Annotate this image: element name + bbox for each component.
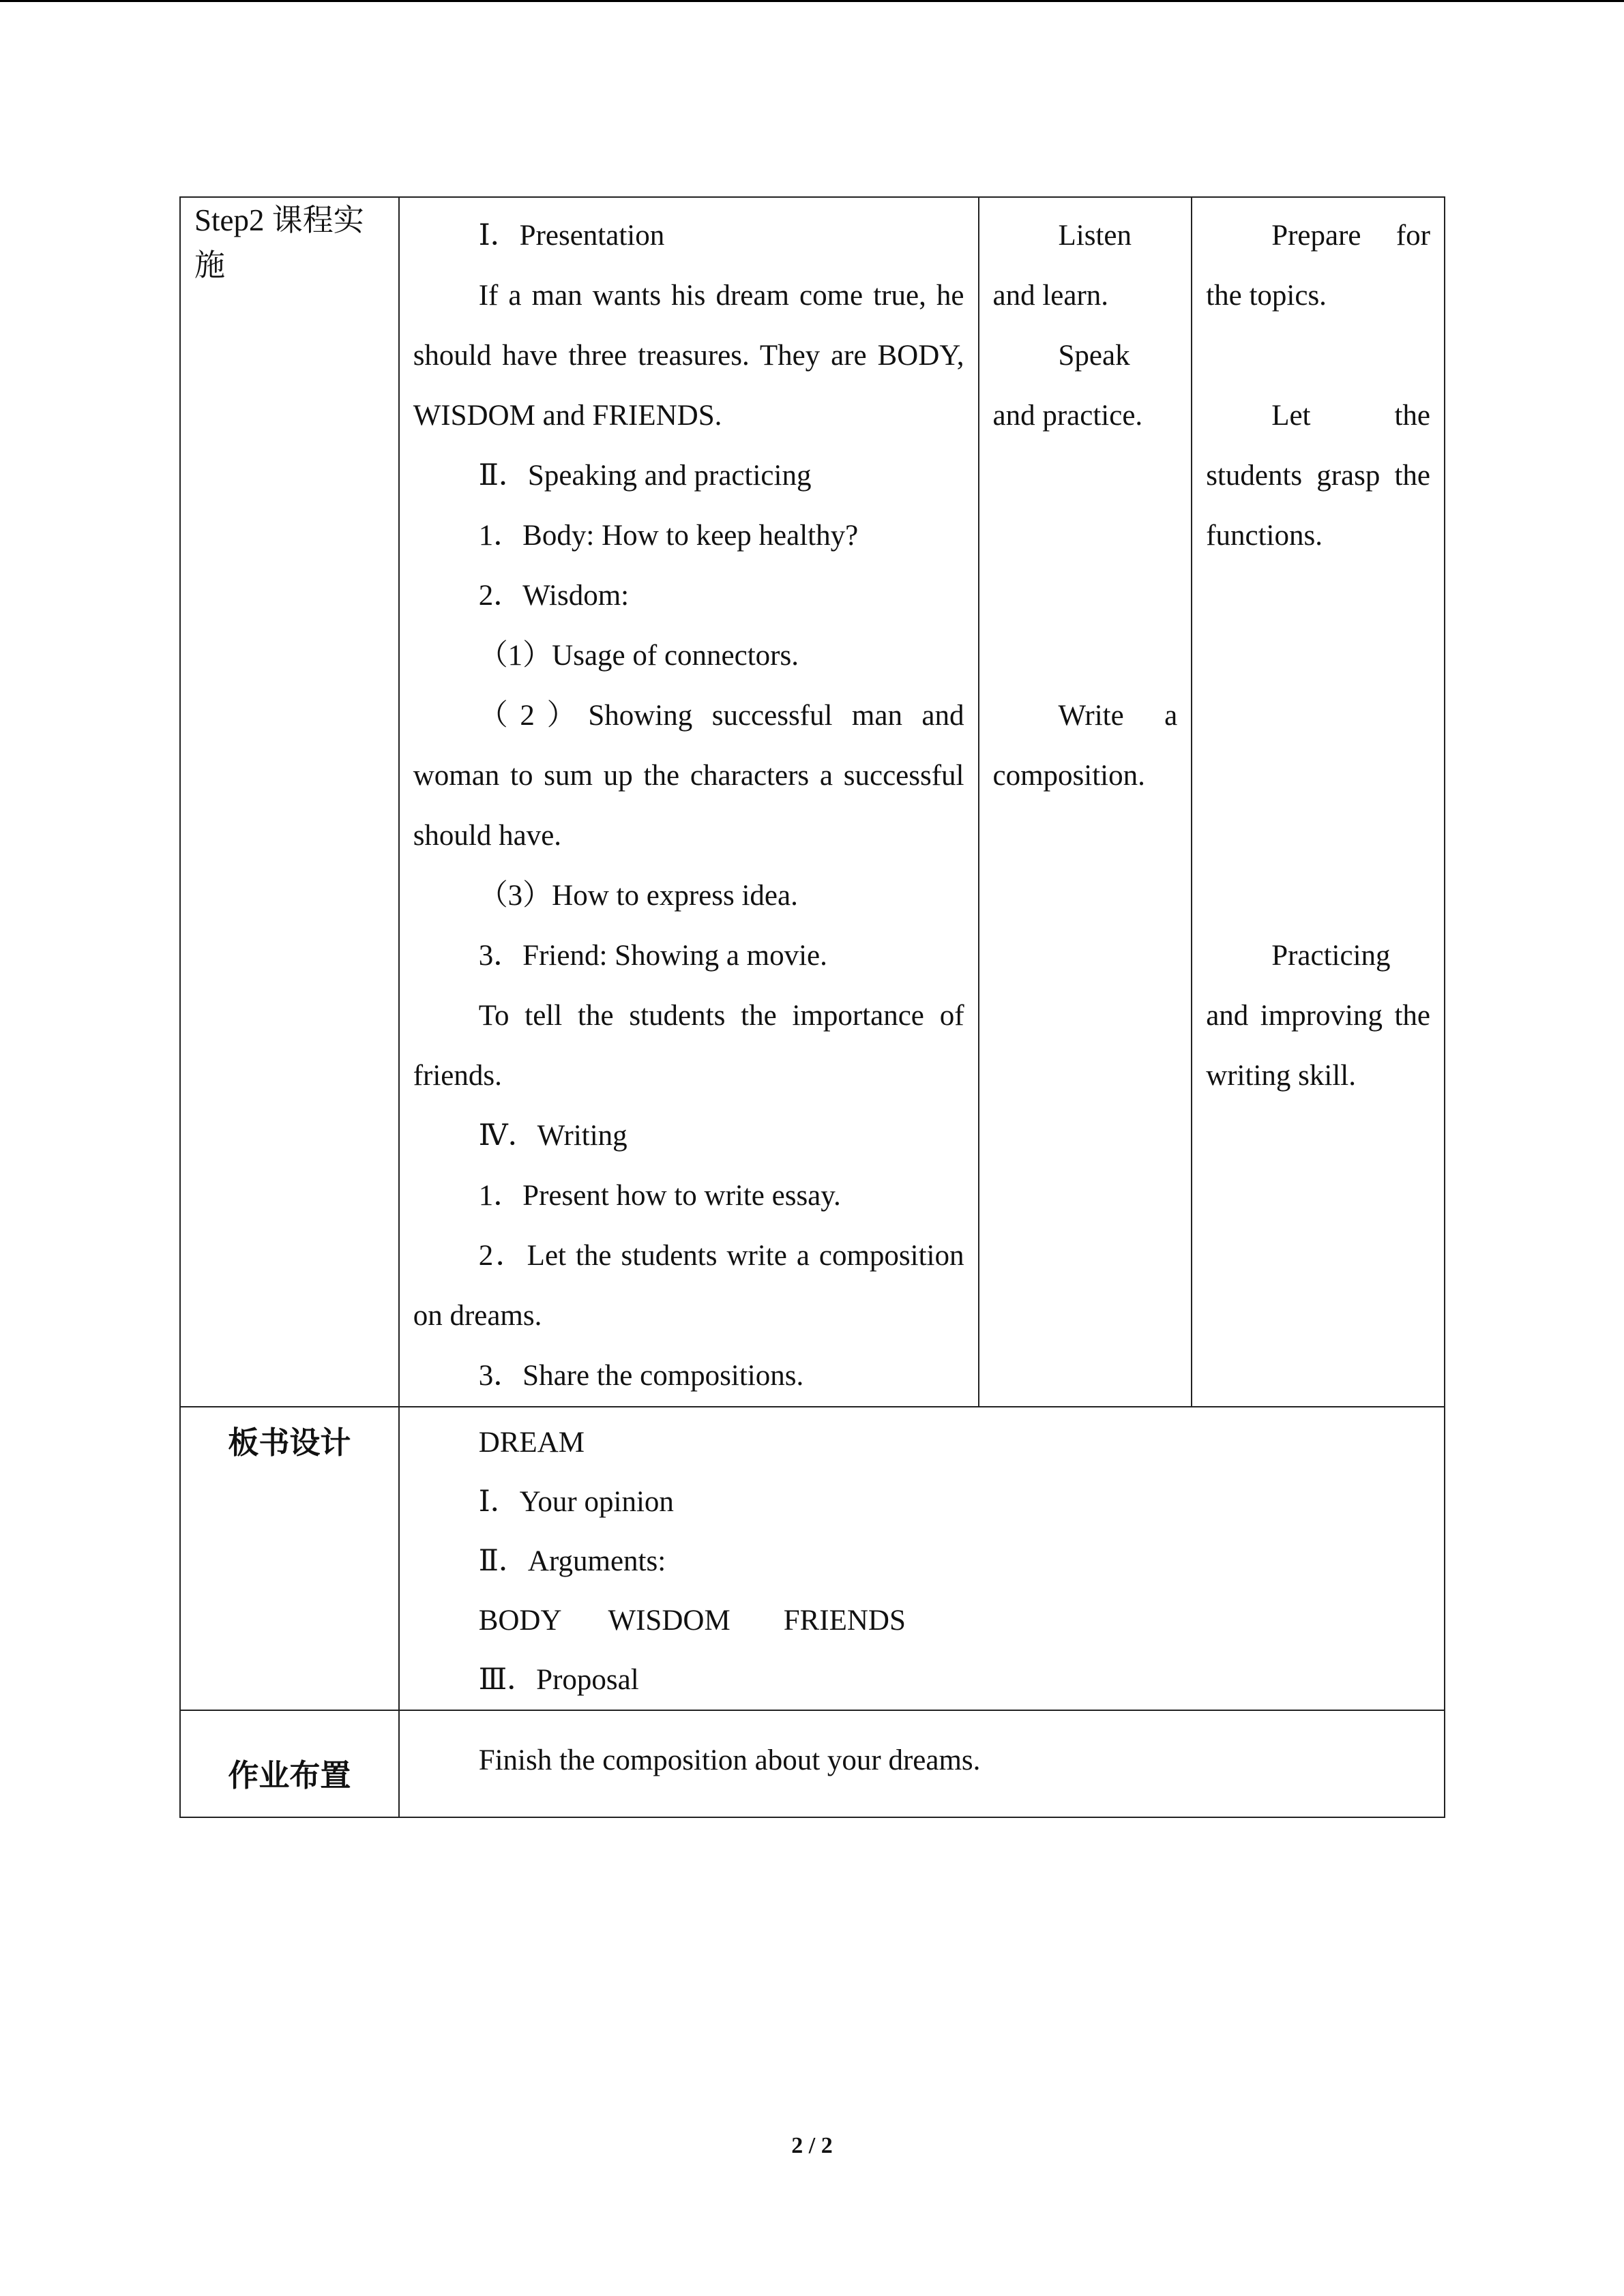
content-line: 1．Present how to write essay. xyxy=(478,1180,841,1212)
activity-item: Write a composition. xyxy=(992,700,1178,792)
content-line: （1）Usage of connectors. xyxy=(478,640,799,672)
top-border xyxy=(0,0,1624,2)
step2-label: Step2 课程实施 xyxy=(194,203,364,282)
content-line: 3．Share the compositions. xyxy=(478,1360,804,1392)
board-label: 板书设计 xyxy=(228,1425,351,1461)
board-design-row xyxy=(180,1407,1445,1710)
content-line: Ⅰ．Presentation xyxy=(478,220,665,252)
purpose-item: Prepare for the topics. xyxy=(1206,220,1430,312)
board-label-cell xyxy=(180,1407,399,1710)
step2-content-cell xyxy=(399,197,979,1407)
content-line: Ⅳ．Writing xyxy=(478,1120,628,1152)
page-number: 2 / 2 xyxy=(791,2133,833,2158)
board-line: DREAM xyxy=(478,1427,585,1459)
content-line: To tell the students the importance of friends. xyxy=(413,1000,964,1092)
content-line: If a man wants his dream come true, he should have three treasures. They are BODY, WISDOM and FRIENDS. xyxy=(413,280,964,432)
purpose-cell xyxy=(1192,197,1445,1407)
board-line: Ⅰ．Your opinion xyxy=(478,1486,674,1518)
board-content-cell xyxy=(399,1407,1445,1710)
step2-row xyxy=(180,197,1445,1407)
board-line: Ⅲ．Proposal xyxy=(478,1664,639,1696)
content-line: 3．Friend: Showing a movie. xyxy=(478,940,827,972)
argument-body: BODY xyxy=(478,1605,562,1637)
activity-item: Speak and practice. xyxy=(992,340,1143,432)
content-line: 1．Body: How to keep healthy? xyxy=(478,520,859,552)
content-line: （3）How to express idea. xyxy=(478,880,798,912)
content-line: （2）Showing successful man and woman to sum up the characters a successful should have. xyxy=(413,700,964,852)
homework-label: 作业布置 xyxy=(228,1757,351,1793)
step2-label-cell xyxy=(180,197,399,1407)
activity-item: Listen and learn. xyxy=(992,220,1132,312)
purpose-item: Practicing and improving the writing skill. xyxy=(1206,940,1430,1092)
homework-content-cell xyxy=(399,1710,1445,1817)
content-line: 2．Let the students write a composition on dreams. xyxy=(413,1240,964,1332)
content-line: Ⅱ．Speaking and practicing xyxy=(478,460,812,492)
homework-text: Finish the composition about your dreams. xyxy=(478,1744,981,1776)
argument-wisdom: WISDOM xyxy=(608,1605,730,1637)
content-line: 2．Wisdom: xyxy=(478,580,630,612)
argument-friends: FRIENDS xyxy=(783,1605,906,1637)
board-line: Ⅱ．Arguments: xyxy=(478,1545,666,1577)
purpose-item: Let the students grasp the functions. xyxy=(1206,400,1430,552)
lesson-plan-table xyxy=(179,196,1445,1818)
board-arguments xyxy=(479,1591,1430,1650)
homework-label-cell xyxy=(180,1710,399,1817)
student-activity-cell xyxy=(979,197,1192,1407)
homework-row xyxy=(180,1710,1445,1817)
